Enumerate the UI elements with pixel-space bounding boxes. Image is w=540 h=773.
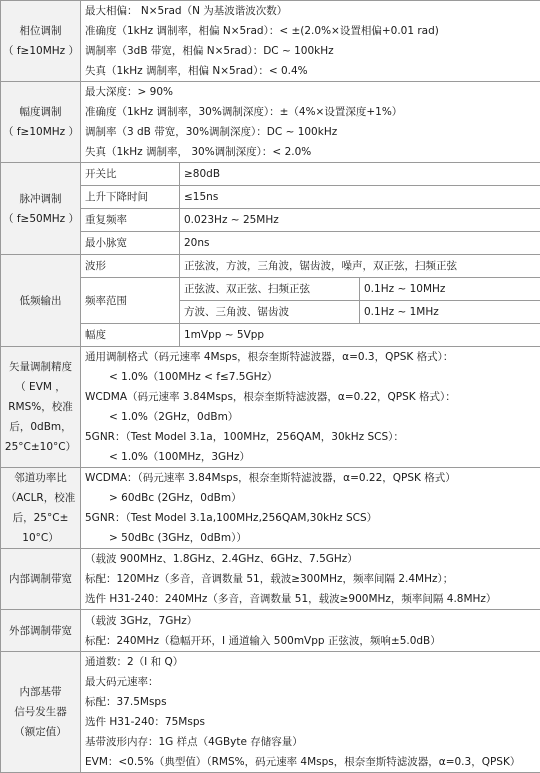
spec-line: 准确度（1kHz 调制率，相偏 N×5rad）：< ±(2.0%×设置相偏+0.01 rad) (85, 21, 536, 41)
label-line: 内部基带 (3, 682, 78, 702)
pulse-item-name: 开关比 (81, 163, 180, 186)
lf-freq-waves: 正弦波、双正弦、扫频正弦 (180, 278, 360, 301)
spec-line: 通道数：2（I 和 Q） (85, 652, 536, 672)
row-pulse-rep-freq (1, 209, 540, 232)
spec-line: 失真（1kHz 调制率， 30%调制深度）：< 2.0% (85, 142, 536, 162)
label-external-bandwidth: 外部调制带宽 (1, 610, 81, 652)
lf-waveform-value: 正弦波，方波，三角波，锯齿波，噪声，双正弦，扫频正弦 (180, 255, 540, 278)
label-line: 10°C） (3, 528, 78, 548)
label-line: 脉冲调制 (3, 189, 78, 209)
pulse-item-value: ≥80dB (180, 163, 540, 186)
internal-bandwidth-specs (81, 549, 540, 610)
row-phase-modulation (1, 1, 540, 82)
label-line: （ f≥10MHz ） (3, 41, 78, 61)
label-pulse-modulation (1, 163, 81, 255)
label-line: 后，25°C± (3, 508, 78, 528)
row-amplitude-modulation (1, 82, 540, 163)
label-line: （ f≥50MHz ） (3, 209, 78, 229)
pulse-item-name: 最小脉宽 (81, 232, 180, 255)
spec-line: 通用调制格式（码元速率 4Msps，根奈奎斯特滤波器，α=0.3，QPSK 格式）： (85, 347, 536, 367)
spec-line: 标配：240MHz（稳幅开环，I 通道输入 500mVpp 正弦波，频响±5.0dB） (85, 631, 536, 651)
row-lf-freq-range-1 (1, 278, 540, 301)
spec-line: < 1.0%（100MHz < f≤7.5GHz） (85, 367, 536, 387)
external-bandwidth-specs (81, 610, 540, 652)
row-lf-waveform (1, 255, 540, 278)
spec-line: 调制率（3dB 带宽，相偏 N×5rad）：DC ~ 100kHz (85, 41, 536, 61)
spec-line: < 1.0%（2GHz，0dBm） (85, 407, 536, 427)
spec-line: 标配：120MHz（多音，音调数量 51，载波≥300MHz，频率间隔 2.4MHz）； (85, 569, 536, 589)
pulse-item-value: 0.023Hz ~ 25MHz (180, 209, 540, 232)
spec-line: 最大相偏： N×5rad（N 为基波谐波次数） (85, 1, 536, 21)
label-aclr (1, 468, 81, 549)
label-line: （ EVM ， (3, 377, 78, 397)
label-line: 相位调制 (3, 21, 78, 41)
spec-line: 基带波形内存：1G 样点（4GByte 存储容量） (85, 732, 536, 752)
label-baseband-generator (1, 652, 81, 773)
label-line: 25°C±10°C） (3, 437, 78, 457)
lf-amp-value: 1mVpp ~ 5Vpp (180, 324, 540, 347)
spec-line: 最大码元速率： (85, 672, 536, 692)
spec-line: < 1.0%（100MHz，3GHz） (85, 447, 536, 467)
label-line: （额定值） (3, 722, 78, 742)
label-line: RMS%，校准 (3, 397, 78, 417)
label-line: 信号发生器 (3, 702, 78, 722)
label-line: （ f≥10MHz ） (3, 122, 78, 142)
spec-line: （载波 900MHz、1.8GHz、2.4GHz、6GHz、7.5GHz） (85, 549, 536, 569)
pulse-item-value: 20ns (180, 232, 540, 255)
spec-line: 标配：37.5Msps (85, 692, 536, 712)
row-evm (1, 347, 540, 468)
label-line: 后，0dBm， (3, 417, 78, 437)
lf-freq-range: 0.1Hz ~ 1MHz (360, 301, 540, 324)
spec-line: 选件 H31-240：240MHz（多音，音调数量 51，载波≥900MHz，频率间隔 4.8MHz） (85, 589, 536, 609)
spec-line: WCDMA：（码元速率 3.84Msps，根奈奎斯特滤波器，α=0.22，QPSK 格式） (85, 468, 536, 488)
label-evm (1, 347, 81, 468)
row-pulse-min-width (1, 232, 540, 255)
phase-modulation-specs (81, 1, 540, 82)
pulse-item-name: 重复频率 (81, 209, 180, 232)
lf-freq-waves: 方波、三角波、锯齿波 (180, 301, 360, 324)
spec-line: > 50dBc (3GHz，0dBm）） (85, 528, 536, 548)
aclr-specs (81, 468, 540, 549)
label-line: 矢量调制精度 (3, 357, 78, 377)
label-line: （ACLR，校准 (3, 488, 78, 508)
spec-line: WCDMA（码元速率 3.84Msps，根奈奎斯特滤波器，α=0.22，QPSK 格式）： (85, 387, 536, 407)
evm-specs (81, 347, 540, 468)
lf-freq-name: 频率范围 (81, 278, 180, 324)
lf-amp-name: 幅度 (81, 324, 180, 347)
pulse-item-name: 上升下降时间 (81, 186, 180, 209)
label-amplitude-modulation (1, 82, 81, 163)
row-pulse-on-off-ratio (1, 163, 540, 186)
spec-line: 5GNR：（Test Model 3.1a，100MHz，256QAM，30kHz SCS）： (85, 427, 536, 447)
spec-line: 失真（1kHz 调制率，相偏 N×5rad）：< 0.4% (85, 61, 536, 81)
baseband-generator-specs (81, 652, 540, 773)
lf-freq-range: 0.1Hz ~ 10MHz (360, 278, 540, 301)
amplitude-modulation-specs (81, 82, 540, 163)
label-lf-output: 低频输出 (1, 255, 81, 347)
row-baseband-generator (1, 652, 540, 773)
spec-line: 准确度（1kHz 调制率，30%调制深度）：±（4%×设置深度+1%） (85, 102, 536, 122)
lf-waveform-name: 波形 (81, 255, 180, 278)
spec-line: EVM：<0.5%（典型值）（RMS%，码元速率 4Msps，根奈奎斯特滤波器，α=0.3，QPSK） (85, 752, 536, 772)
label-internal-bandwidth: 内部调制带宽 (1, 549, 81, 610)
spec-line: 选件 H31-240：75Msps (85, 712, 536, 732)
row-external-bandwidth (1, 610, 540, 652)
spec-line: 调制率（3 dB 带宽，30%调制深度）：DC ~ 100kHz (85, 122, 536, 142)
row-pulse-rise-fall (1, 186, 540, 209)
spec-line: > 60dBc (2GHz，0dBm） (85, 488, 536, 508)
row-internal-bandwidth (1, 549, 540, 610)
label-line: 邻道功率比 (3, 468, 78, 488)
row-lf-amplitude (1, 324, 540, 347)
row-aclr (1, 468, 540, 549)
spec-line: 最大深度：> 90% (85, 82, 536, 102)
spec-line: 5GNR：（Test Model 3.1a,100MHz,256QAM,30kHz SCS） (85, 508, 536, 528)
label-line: 幅度调制 (3, 102, 78, 122)
spec-line: （载波 3GHz，7GHz） (85, 611, 536, 631)
label-phase-modulation (1, 1, 81, 82)
pulse-item-value: ≤15ns (180, 186, 540, 209)
